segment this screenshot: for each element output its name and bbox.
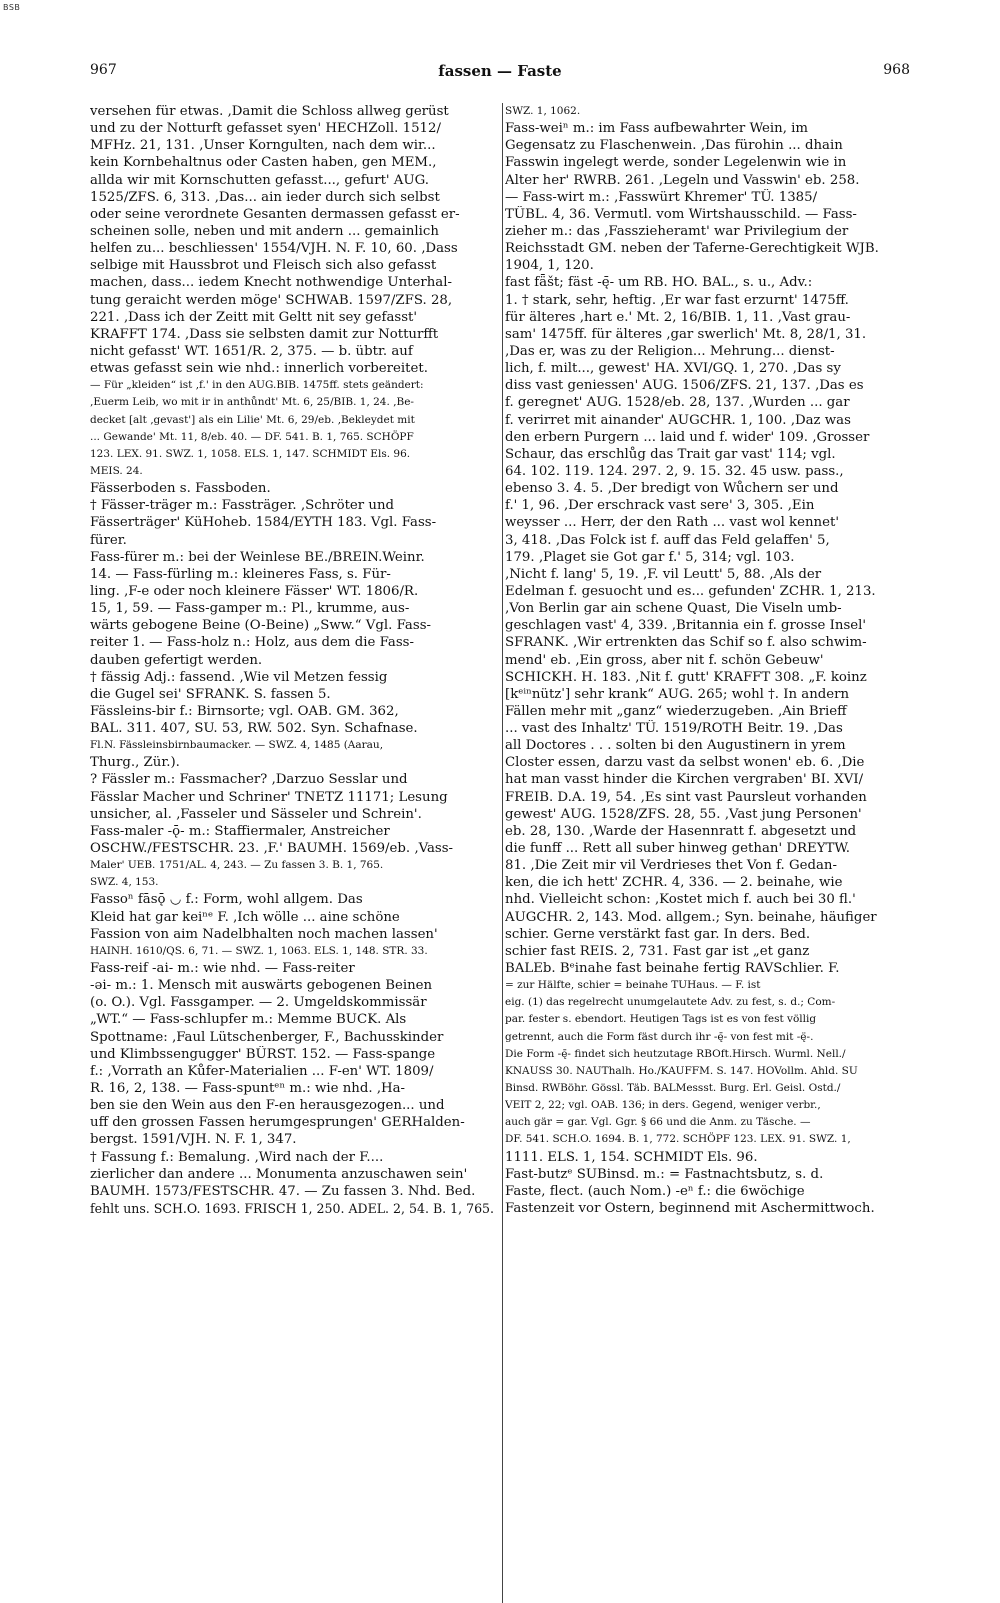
text-line: KRAFFT 174. ‚Dass sie selbsten damit zur Notturfft [90, 326, 439, 342]
text-line: Closter essen, darzu vast da selbst wonen' eb. 6. ‚Die [505, 755, 865, 771]
text-line: † Fassung f.: Bemalung. ‚Wird nach der F.... [90, 1149, 384, 1165]
text-line: ‚Nicht f. lang' 5, 19. ‚F. vil Leutt' 5, 88. ‚Als der [505, 566, 822, 582]
text-line: ling. ‚F-e oder noch kleinere Fässer' WT. 1806/R. [90, 583, 419, 599]
text-line: Schaur, das erschlůg das Trait gar vast' 114; vgl. [505, 446, 836, 462]
running-title: fassen — Faste [438, 62, 562, 80]
text-line: † Fässer-träger m.: Fassträger. ‚Schröter und [90, 498, 395, 514]
text-line: Fässleins-bir f.: Birnsorte; vgl. OAB. GM. 362, [90, 703, 399, 719]
text-line: MEIS. 24. [90, 464, 143, 477]
text-line: Fl.N. Fässleinsbirnbaumacker. — SWZ. 4, 1485 (Aarau, [90, 739, 384, 752]
text-line: SWZ. 1, 1062. [505, 105, 581, 117]
left-column [90, 103, 500, 1217]
text-line: reiter 1. — Fass-holz n.: Holz, aus dem die Fass- [90, 635, 414, 651]
text-line: Alter her' RWRB. 261. ‚Legeln und Vasswin' eb. 258. [505, 172, 860, 188]
text-line: -əi- m.: 1. Mensch mit auswärts gebogenen Beinen [90, 978, 433, 994]
column-divider [502, 103, 504, 1603]
text-line: Fass-fürer m.: bei der Weinlese BE./BREIN.Weinr. [90, 549, 425, 565]
text-line: SWZ. 4, 153. [90, 876, 159, 889]
text-line: Fässerboden s. Fassboden. [90, 481, 271, 497]
text-line: machen, dass... iedem Knecht nothwendige Unterhal- [90, 275, 452, 291]
text-line: Kleid hat gar keiⁿᵉ F. ‚Ich wölle ... aine schöne [90, 909, 400, 925]
text-line: eb. 28, 130. ‚Warde der Hasennratt f. abgesetzt und [505, 823, 857, 839]
text-line: „WT.“ — Fass-schlupfer m.: Memme BUCK. Als [90, 1012, 407, 1028]
text-line: uff den grossen Fassen herumgesprungen' GERHalden- [90, 1115, 465, 1131]
text-line: Maler' UEB. 1751/AL. 4, 243. — Zu fassen 3. B. 1, 765. [90, 859, 384, 872]
text-line: HAINH. 1610/QS. 6, 71. — SWZ. 1, 1063. ELS. 1, 148. STR. 33. [90, 944, 428, 957]
text-line: ? Fässler m.: Fassmacher? ‚Darzuo Sesslar und [90, 772, 408, 788]
text-line: par. fester s. ebendort. Heutigen Tags ist es von fest völlig [505, 1013, 817, 1026]
text-line: die funff ... Rett all suber hinweg gethan' DREYTW. [505, 841, 850, 857]
text-line: R. 16, 2, 138. — Fass-spuntᵉⁿ m.: wie nhd. ‚Ha- [90, 1081, 406, 1097]
text-line: = zur Hälfte, schier = beinahe TUHaus. — F. ist [505, 979, 761, 992]
text-line: nicht gefasst' WT. 1651/R. 2, 375. — b. übtr. auf [90, 343, 413, 359]
text-line: Fasswin ingelegt werde, sonder Legelenwin wie in [505, 155, 847, 171]
text-line: 221. ‚Dass ich der Zeitt mit Geltt nit sey gefasst' [90, 309, 418, 325]
text-line: tung geraicht werden möge' SCHWAB. 1597/ZFS. 28, [90, 292, 453, 308]
text-line: schier. Gerne verstärkt fast gar. In ders. Bed. [505, 926, 811, 942]
text-line: ... Gewande' Mt. 11, 8/eb. 40. — DF. 541. B. 1, 765. SCHÖPF [90, 430, 414, 443]
library-stamp: BSB [3, 3, 21, 12]
text-line: 123. LEX. 91. SWZ. 1, 1058. ELS. 1, 147. SCHMIDT Els. 96. [90, 447, 411, 460]
text-line: Fässlar Macher und Schriner' TNETZ 11171; Lesung [90, 789, 448, 805]
text-line: SCHICKH. H. 183. ‚Nit f. gutt' KRAFFT 308. „F. koinz [505, 669, 867, 685]
text-line: 3, 418. ‚Das Folck ist f. auff das Feld gelaffen' 5, [505, 532, 830, 548]
text-line: Faste, flect. (auch Nom.) -eⁿ f.: die 6wöchige [505, 1183, 805, 1199]
text-line: etwas gefasst sein wie nhd.: innerlich vorbereitet. [90, 361, 428, 377]
text-line: selbige mit Haussbrot und Fleisch sich also gefasst [90, 258, 437, 274]
text-line: Binsd. RWBöhr. Gössl. Täb. BALMessst. Burg. Erl. Geisl. Ostd./ [505, 1082, 841, 1095]
text-line: — Fass-wirt m.: ‚Fasswürt Khremer' TÜ. 1385/ [505, 189, 818, 205]
text-line: (o. O.). Vgl. Fassgamper. — 2. Umgeldskommissär [90, 995, 427, 1011]
text-line: † fässig Adj.: fassend. ‚Wie vil Metzen fessig [90, 669, 388, 685]
text-line: VEIT 2, 22; vgl. OAB. 136; in ders. Gegend, weniger verbr., [505, 1099, 821, 1112]
text-line: 81. ‚Die Zeit mir vil Verdrieses thet Von f. Gedan- [505, 858, 837, 874]
text-line: dauben gefertigt werden. [90, 652, 263, 668]
text-line: ken, die ich hett' ZCHR. 4, 336. — 2. beinahe, wie [505, 875, 843, 891]
text-line: f.' 1, 96. ‚Der erschrack vast sere' 3, 305. ‚Ein [505, 498, 815, 514]
text-line: 14. — Fass-fürling m.: kleineres Fass, s. Für- [90, 566, 391, 582]
text-line: zieher m.: das ‚Fasszieheramt' war Privilegium der [505, 223, 849, 239]
text-line: und zu der Notturft gefasset syen' HECHZoll. 1512/ [90, 121, 441, 137]
text-line: fehlt uns. SCH.O. 1693. FRISCH 1, 250. ADEL. 2, 54. B. 1, 765. [90, 1201, 495, 1216]
text-line: weysser ... Herr, der den Rath ... vast wol kennet' [505, 515, 839, 531]
right-column [505, 103, 915, 1217]
text-line: 1. † stark, sehr, heftig. ‚Er war fast erzurnt' 1475ff. [505, 292, 849, 308]
text-line: — Für „kleiden“ ist ‚f.' in den AUG.BIB. 1475ff. stets geändert: [90, 379, 424, 392]
text-line: die Gugel sei' SFRANK. S. fassen 5. [90, 686, 331, 702]
text-line: 179. ‚Plaget sie Got gar f.' 5, 314; vgl. 103. [505, 549, 795, 565]
text-line: ‚Euerm Leib, wo mit ir in anthůndt' Mt. 6, 25/BIB. 1, 24. ‚Be- [90, 396, 414, 409]
text-line: ‚Von Berlin gar ain schene Quast, Die Viseln umb- [505, 601, 842, 617]
text-line: decket [alt ‚gevast'] als ein Lilie' Mt. 6, 29/eb. ‚Bekleydet mit [90, 413, 415, 426]
text-line: 64. 102. 119. 124. 297. 2, 9. 15. 32. 45 usw. pass., [505, 463, 844, 479]
text-line: f. geregnet' AUG. 1528/eb. 28, 137. ‚Wurden ... gar [505, 395, 850, 411]
text-line: helfen zu... beschliessen' 1554/VJH. N. F. 10, 60. ‚Dass [90, 241, 458, 257]
text-line: AUGCHR. 2, 143. Mod. allgem.; Syn. beinahe, häufiger [505, 909, 877, 925]
text-line: Fassion von aim Nadelbhalten noch machen lassen' [90, 926, 438, 942]
text-line: Thurg., Zür.). [90, 755, 180, 771]
text-line: 1111. ELS. 1, 154. SCHMIDT Els. 96. [505, 1149, 758, 1165]
text-line: nhd. Vielleicht schon: ‚Kostet mich f. auch bei 30 fl.' [505, 892, 856, 908]
page-number-right: 968 [883, 62, 910, 78]
text-line: f.: ‚Vorrath an Kůfer-Materialien ... F-en' WT. 1809/ [90, 1063, 434, 1079]
text-line: sam' 1475ff. für älteres ‚gar swerlich' Mt. 8, 28/1, 31. [505, 326, 867, 342]
text-line: Reichsstadt GM. neben der Taferne-Gerechtigkeit WJB. [505, 241, 879, 257]
text-line: Gegensatz zu Flaschenwein. ‚Das fürohin ... dhain [505, 138, 843, 154]
text-line: BAUMH. 1573/FESTSCHR. 47. — Zu fassen 3. Nhd. Bed. [90, 1183, 476, 1199]
text-line: MFHz. 21, 131. ‚Unser Korngulten, nach dem wir... [90, 138, 436, 154]
text-line: für älteres ‚hart e.' Mt. 2, 16/BIB. 1, 11. ‚Vast grau- [505, 309, 851, 325]
text-line: ebenso 3. 4. 5. ‚Der bredigt von Wůchern ser und [505, 481, 839, 497]
text-line: SFRANK. ‚Wir ertrenkten das Schif so f. also schwim- [505, 635, 867, 651]
text-line: allda wir mit Kornschutten gefasst..., gefurt' AUG. [90, 172, 429, 188]
text-line: Fass-weiⁿ m.: im Fass aufbewahrter Wein, im [505, 121, 809, 137]
text-line: schier fast REIS. 2, 731. Fast gar ist „et ganz [505, 943, 810, 959]
text-line: oder seine verordnete Gesanten dermassen gefasst er- [90, 206, 460, 222]
text-line: BAL. 311. 407, SU. 53, RW. 502. Syn. Schafnase. [90, 721, 418, 737]
text-line: auch gär = gar. Vgl. Ggr. § 66 und die Anm. zu Täsche. — [505, 1116, 811, 1129]
text-line: all Doctores . . . solten bi den Augustinern in yrem [505, 738, 846, 754]
text-line: versehen für etwas. ‚Damit die Schloss allweg gerüst [90, 104, 449, 119]
text-line: ben sie den Wein aus den F-en herausgezogen... und [90, 1098, 445, 1114]
text-line: Edelman f. gesuocht und es... gefunden' ZCHR. 1, 213. [505, 583, 876, 599]
text-line: BALEb. Bᵉinahe fast beinahe fertig RAVSchlier. F. [505, 961, 840, 977]
text-line: 1525/ZFS. 6, 313. ‚Das... ain ieder durch sich selbst [90, 189, 440, 205]
text-line: TÜBL. 4, 36. Vermutl. vom Wirtshausschild. — Fass- [505, 206, 857, 222]
text-line: kein Kornbehaltnus oder Casten haben, gen MEM., [90, 155, 437, 171]
text-line: den erbern Purgern ... laid und f. wider' 109. ‚Grosser [505, 429, 870, 445]
page-number-left: 967 [90, 62, 117, 78]
text-line: Fastenzeit vor Ostern, beginnend mit Aschermittwoch. [505, 1201, 875, 1216]
text-line: Fässerträger' KüHoheb. 1584/EYTH 183. Vgl. Fass- [90, 515, 437, 531]
text-line: fürer. [90, 532, 127, 548]
text-line: Fast-butzᵉ SUBinsd. m.: = Fastnachtsbutz, s. d. [505, 1166, 824, 1182]
text-line: geschlagen vast' 4, 339. ‚Britannia ein f. grosse Insel' [505, 618, 867, 634]
text-line: DF. 541. SCH.O. 1694. B. 1, 772. SCHÖPF 123. LEX. 91. SWZ. 1, [505, 1133, 851, 1146]
text-line: getrennt, auch die Form fäst durch ihr -ę̄- von fest mit -ę̈-. [505, 1030, 814, 1043]
text-line: und Klimbssengugger' BÜRST. 152. — Fass-spange [90, 1046, 436, 1062]
text-line: ‚Das er, was zu der Religion... Mehrung... dienst- [505, 343, 835, 359]
text-line: gewest' AUG. 1528/ZFS. 28, 55. ‚Vast jung Personen' [505, 806, 862, 822]
text-line: Die Form -ę̄- findet sich heutzutage RBOft.Hirsch. Wurml. Nell./ [505, 1047, 846, 1060]
text-line: unsicher, al. ‚Fasseler und Sässeler und Schrein'. [90, 806, 422, 822]
text-line: Fassoⁿ fāsǭ ◡ f.: Form, wohl allgem. Das [90, 892, 363, 908]
text-line: OSCHW./FESTSCHR. 23. ‚F.' BAUMH. 1569/eb. ‚Vass- [90, 841, 454, 857]
text-line: [kᵉⁱⁿnützˈ] sehr krank“ AUG. 265; wohl †. In andern [505, 686, 850, 702]
text-line: eig. (1) das regelrecht unumgelautete Adv. zu fest, s. d.; Com- [505, 996, 836, 1009]
text-line: 1904, 1, 120. [505, 258, 594, 274]
text-line: diss vast geniessen' AUG. 1506/ZFS. 21, 137. ‚Das es [505, 378, 864, 394]
text-line: scheinen solle, neben und mit andern ... gemainlich [90, 223, 439, 239]
text-line: Spottname: ‚Faul Lütschenberger, F., Bachusskinder [90, 1029, 444, 1045]
text-line: fast fǟšt; fäst -ę̄- um RB. HO. BAL., s. u., Adv.: [505, 275, 813, 291]
text-line: Fällen mehr mit „ganz“ wiederzugeben. ‚Ain Brieff [505, 703, 847, 719]
text-line: f. verirret mit ainander' AUGCHR. 1, 100. ‚Daz was [505, 412, 851, 428]
text-line: Fass-maler -ǭ- m.: Staffiermaler, Anstreicher [90, 823, 390, 839]
text-line: Fass-reif -ai- m.: wie nhd. — Fass-reiter [90, 961, 355, 977]
page-header [90, 62, 910, 88]
text-line: lich, f. milt..., gewest' HA. XVI/GQ. 1, 270. ‚Das sy [505, 361, 841, 377]
text-line: zierlicher dan andere ... Monumenta anzuschawen sein' [90, 1166, 468, 1182]
text-line: hat man vasst hinder die Kirchen vergraben' BI. XVI/ [505, 772, 864, 788]
text-line: 15, 1, 59. — Fass-gamper m.: Pl., krumme, aus- [90, 601, 410, 617]
text-line: wärts gebogene Beine (O-Beine) „Sww.“ Vgl. Fass- [90, 618, 432, 634]
text-line: bergst. 1591/VJH. N. F. 1, 347. [90, 1132, 297, 1148]
text-line: ... vast des Inhaltz' TÜ. 1519/ROTH Beitr. 19. ‚Das [505, 721, 843, 737]
text-line: KNAUSS 30. NAUThalh. Ho./KAUFFM. S. 147. HOVollm. Ahld. SU [505, 1064, 858, 1077]
text-line: FREIB. D.A. 19, 54. ‚Es sint vast Paursleut vorhanden [505, 789, 867, 805]
text-line: mend' eb. ‚Ein gross, aber nit f. schön Gebeuw' [505, 652, 824, 668]
